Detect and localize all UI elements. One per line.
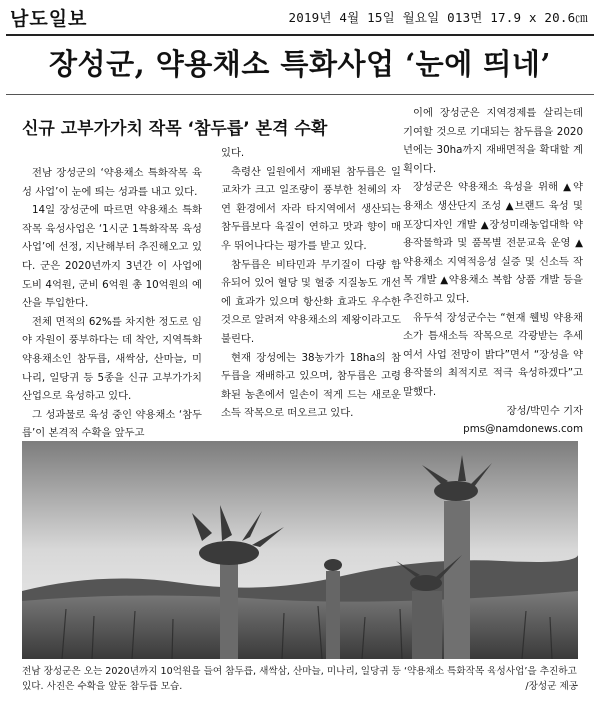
photo-credit: /장성군 제공 [525, 681, 578, 692]
chamdureup-photo-illustration [22, 441, 578, 659]
masthead [6, 4, 594, 30]
article-column-2 [221, 144, 401, 423]
paragraph: 그 성과물로 육성 중인 약용채소 ‘참두릅’이 본격적 수확을 앞두고 [22, 408, 202, 440]
paragraph: 14일 장성군에 따르면 약용채소 특화작목 육성사업은 ‘1시군 1특화작목 육성사업’에 선정, 지난해부터 추진해오고 있다. 군은 2020년까지 3년간 이 사업에 도비 4억원, 군비 6억원 총 10억원의 예산을 투입한다. [22, 204, 202, 310]
top-rule [6, 34, 594, 36]
issue-info: 2019년 4월 15일 월요일 013면 17.9 x 20.6㎝ [288, 10, 588, 25]
paragraph: 전체 면적의 62%를 차지한 정도로 임야 자원이 풍부하다는 데 착안, 지역특화 약용채소인 참두릅, 새싹삼, 산마늘, 미나리, 일당귀 등 5종을 신규 고부가가치 산업으로 육성하고 있다. [22, 315, 202, 403]
byline: 장성/박민수 기자 [506, 404, 583, 417]
article-photo [22, 441, 578, 659]
caption-text: 전남 장성군은 오는 2020년까지 10억원을 들여 참두릅, 새싹삼, 산마늘, 미나리, 일당귀 등 ‘약용채소 특화작목 육성사업’을 추진하고 있다. 사진은 수확을 앞둔 참두릅 모습. [22, 666, 577, 692]
paragraph: 유두석 장성군수는 “현재 웰빙 약용채소가 틈새소득 작목으로 각광받는 추세여서 사업 전망이 밝다”면서 “장성을 약용작물의 최적지로 적극 육성하겠다”고 말했다. [403, 311, 583, 398]
paragraph: 축령산 일원에서 재배된 참두릅은 일교차가 크고 일조량이 풍부한 천혜의 자연 환경에서 자라 타지역에서 생산되는 참두릅보다 육질이 연하고 맛과 향이 매우 뛰어나다는 평가를 받고 있다. [221, 165, 401, 252]
headline-rule [6, 94, 594, 95]
paragraph: 참두릅은 비타민과 무기질이 다량 함유되어 있어 혈당 및 혈중 지질농도 개선에 효과가 있으며 항산화 효과도 우수한 것으로 알려져 약용채소의 제왕이라고도 불린다. [221, 258, 401, 345]
paragraph: 이에 장성군은 지역경제를 살리는데 기여할 것으로 기대되는 참두릅을 2020년에는 30ha까지 재배면적을 확대할 계획이다. [403, 107, 583, 175]
article-column-3 [403, 104, 583, 439]
photo-caption [22, 664, 578, 694]
paper-name: 남도일보 [10, 8, 88, 30]
paragraph: 있다. [221, 147, 245, 159]
reporter-email: pms@namdonews.com [463, 423, 583, 436]
paragraph: 전남 장성군의 ‘약용채소 특화작목 육성 사업’이 눈에 띄는 성과를 내고 있다. [22, 167, 202, 198]
subheadline: 신규 고부가가치 작목 ‘참두릅’ 본격 수확 [22, 119, 328, 139]
paragraph: 현재 장성에는 38농가가 18ha의 참두릅을 재배하고 있으며, 참두릅은 고령화된 농촌에서 일손이 적게 드는 새로운 소득 작목으로 떠오르고 있다. [221, 351, 401, 420]
article-column-1 [22, 164, 202, 443]
paragraph: 장성군은 약용채소 육성을 위해 ▲약용채소 생산단지 조성 ▲브랜드 육성 및 포장디자인 개발 ▲장성미래농업대학 약용작물학과 및 품목별 전문교육 운영 ▲약용채소 지역적응성 실증 및 신소득 작목 개발 ▲약용채소 복합 상품 개발 등을 추진하고 있다. [403, 181, 583, 305]
headline: 장성군, 약용채소 특화사업 ‘눈에 띄네’ [49, 47, 551, 81]
